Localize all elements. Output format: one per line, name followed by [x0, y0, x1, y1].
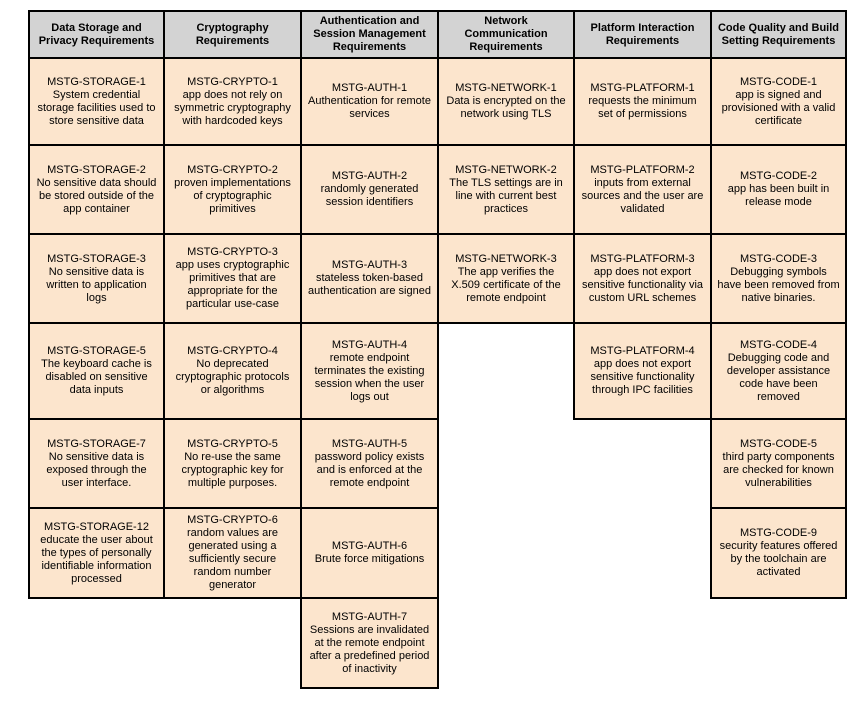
- requirement-id: MSTG-STORAGE-12: [44, 520, 149, 533]
- requirement-description: app uses cryptographic primitives that are appropriate for the particular use-case: [175, 259, 290, 310]
- requirement-description: app does not export sensitive functionality through IPC facilities: [590, 358, 695, 396]
- cell-mstg-code-5: [710, 418, 847, 509]
- requirement-description: random values are generated using a sufficiently secure random number generator: [186, 527, 279, 591]
- column-header-code-quality: Code Quality and Build Setting Requirements: [710, 10, 847, 59]
- cell-mstg-code-4: [710, 322, 847, 420]
- requirement-description: remote endpoint terminates the existing session when the user logs out: [314, 351, 425, 403]
- requirement-id: MSTG-STORAGE-3: [47, 252, 146, 265]
- requirement-id: MSTG-AUTH-3: [331, 259, 408, 271]
- requirement-id: MSTG-CRYPTO-1: [187, 75, 278, 88]
- requirement-description: inputs from external sources and the user are validated: [581, 176, 704, 215]
- requirement-id: MSTG-NETWORK-1: [455, 82, 557, 94]
- requirement-id: MSTG-AUTH-1: [331, 82, 408, 94]
- requirement-id: MSTG-PLATFORM-1: [590, 82, 695, 94]
- requirement-id: MSTG-CODE-3: [740, 252, 817, 265]
- requirement-id: MSTG-STORAGE-7: [47, 437, 146, 450]
- cell-mstg-auth-2: [300, 144, 439, 235]
- column-header-authentication: Authentication and Session Management Requirements: [300, 10, 439, 59]
- requirement-id: MSTG-CODE-9: [740, 527, 817, 539]
- requirement-description: educate the user about the types of personally identifiable information processed: [40, 533, 153, 585]
- requirement-id: MSTG-PLATFORM-2: [590, 163, 695, 176]
- cell-mstg-crypto-3: [163, 233, 302, 324]
- requirement-description: requests the minimum set of permissions: [588, 95, 697, 120]
- cell-mstg-crypto-1: [163, 57, 302, 146]
- requirement-description: The TLS settings are in line with current best practices: [449, 176, 563, 215]
- requirement-id: MSTG-AUTH-7: [331, 610, 408, 623]
- column-data-storage: [28, 10, 165, 599]
- cell-mstg-storage-3: [28, 233, 165, 324]
- cell-mstg-network-3: [437, 233, 575, 324]
- requirement-id: MSTG-CRYPTO-2: [187, 163, 278, 176]
- requirement-description: security features offered by the toolchain are activated: [719, 540, 838, 578]
- requirement-id: MSTG-AUTH-2: [331, 170, 408, 182]
- requirement-description: Debugging code and developer assistance code have been removed: [726, 351, 831, 403]
- requirement-id: MSTG-STORAGE-1: [47, 75, 146, 88]
- cell-mstg-platform-4: [573, 322, 712, 420]
- requirement-description: Data is encrypted on the network using TLS: [446, 95, 566, 120]
- cell-mstg-crypto-4: [163, 322, 302, 420]
- requirement-description: The keyboard cache is disabled on sensitive data inputs: [41, 358, 152, 396]
- column-header-network: Network Communication Requirements: [437, 10, 575, 59]
- requirement-id: MSTG-PLATFORM-4: [590, 345, 695, 357]
- column-network: [437, 10, 575, 324]
- cell-mstg-storage-12: [28, 507, 165, 599]
- cell-mstg-network-1: [437, 57, 575, 146]
- requirement-description: System credential storage facilities used to store sensitive data: [37, 88, 156, 127]
- requirement-id: MSTG-NETWORK-2: [455, 163, 557, 176]
- cell-mstg-auth-4: [300, 322, 439, 420]
- cell-mstg-crypto-2: [163, 144, 302, 235]
- cell-mstg-platform-2: [573, 144, 712, 235]
- column-cryptography: [163, 10, 302, 599]
- column-header-platform: Platform Interaction Requirements: [573, 10, 712, 59]
- requirement-id: MSTG-STORAGE-2: [47, 163, 146, 176]
- requirement-id: MSTG-AUTH-6: [331, 540, 408, 552]
- requirement-id: MSTG-STORAGE-5: [47, 345, 146, 357]
- cell-mstg-auth-6: [300, 507, 439, 599]
- requirement-description: password policy exists and is enforced at the remote endpoint: [314, 450, 425, 489]
- cell-mstg-network-2: [437, 144, 575, 235]
- requirement-description: randomly generated session identifiers: [320, 183, 419, 208]
- requirement-description: No sensitive data is written to application logs: [46, 265, 147, 304]
- cell-mstg-code-9: [710, 507, 847, 599]
- requirement-id: MSTG-CODE-5: [740, 437, 817, 450]
- requirement-id: MSTG-NETWORK-3: [455, 252, 557, 265]
- requirement-description: No re-use the same cryptographic key for multiple purposes.: [181, 450, 284, 489]
- requirement-id: MSTG-PLATFORM-3: [590, 252, 695, 265]
- requirement-description: No deprecated cryptographic protocols or algorithms: [175, 358, 290, 396]
- requirement-description: Sessions are invalidated at the remote endpoint after a predefined period of inactivity: [309, 623, 430, 675]
- requirement-description: No sensitive data should be stored outside of the app container: [36, 176, 157, 215]
- column-header-cryptography: Cryptography Requirements: [163, 10, 302, 59]
- requirement-id: MSTG-CRYPTO-4: [187, 345, 278, 357]
- requirement-id: MSTG-CRYPTO-5: [187, 437, 278, 450]
- requirement-description: Debugging symbols have been removed from native binaries.: [717, 265, 840, 304]
- cell-mstg-storage-1: [28, 57, 165, 146]
- requirement-description: third party components are checked for known vulnerabilities: [722, 450, 835, 489]
- requirement-id: MSTG-AUTH-5: [331, 437, 408, 450]
- requirement-description: proven implementations of cryptographic primitives: [174, 176, 291, 215]
- requirement-description: Authentication for remote services: [308, 95, 431, 120]
- requirement-id: MSTG-CRYPTO-3: [187, 246, 278, 258]
- requirement-description: app is signed and provisioned with a valid certificate: [721, 88, 836, 127]
- column-platform: [573, 10, 712, 420]
- cell-mstg-auth-5: [300, 418, 439, 509]
- cell-mstg-platform-1: [573, 57, 712, 146]
- requirement-description: app does not rely on symmetric cryptography with hardcoded keys: [174, 88, 291, 127]
- cell-mstg-auth-7: [300, 597, 439, 689]
- requirement-id: MSTG-CODE-2: [740, 170, 817, 182]
- cell-mstg-code-3: [710, 233, 847, 324]
- cell-mstg-crypto-5: [163, 418, 302, 509]
- requirement-description: The app verifies the X.509 certificate of the remote endpoint: [451, 265, 561, 304]
- requirement-id: MSTG-CODE-4: [740, 338, 817, 351]
- requirement-id: MSTG-AUTH-4: [331, 338, 408, 351]
- cell-mstg-auth-1: [300, 57, 439, 146]
- requirement-description: app does not export sensitive functionality via custom URL schemes: [581, 265, 704, 304]
- cell-mstg-code-2: [710, 144, 847, 235]
- cell-mstg-storage-2: [28, 144, 165, 235]
- column-authentication: [300, 10, 439, 689]
- cell-mstg-auth-3: [300, 233, 439, 324]
- masvs-requirements-table: [28, 10, 861, 689]
- requirement-id: MSTG-CODE-1: [740, 75, 817, 88]
- column-code-quality: [710, 10, 847, 599]
- cell-mstg-platform-3: [573, 233, 712, 324]
- cell-mstg-crypto-6: [163, 507, 302, 599]
- cell-mstg-storage-5: [28, 322, 165, 420]
- cell-mstg-code-1: [710, 57, 847, 146]
- requirement-id: MSTG-CRYPTO-6: [187, 514, 278, 526]
- requirement-description: Brute force mitigations: [314, 553, 425, 565]
- requirement-description: stateless token-based authentication are signed: [308, 272, 431, 297]
- requirement-description: app has been built in release mode: [727, 183, 830, 208]
- requirement-description: No sensitive data is exposed through the user interface.: [46, 450, 147, 489]
- column-header-data-storage: Data Storage and Privacy Requirements: [28, 10, 165, 59]
- cell-mstg-storage-7: [28, 418, 165, 509]
